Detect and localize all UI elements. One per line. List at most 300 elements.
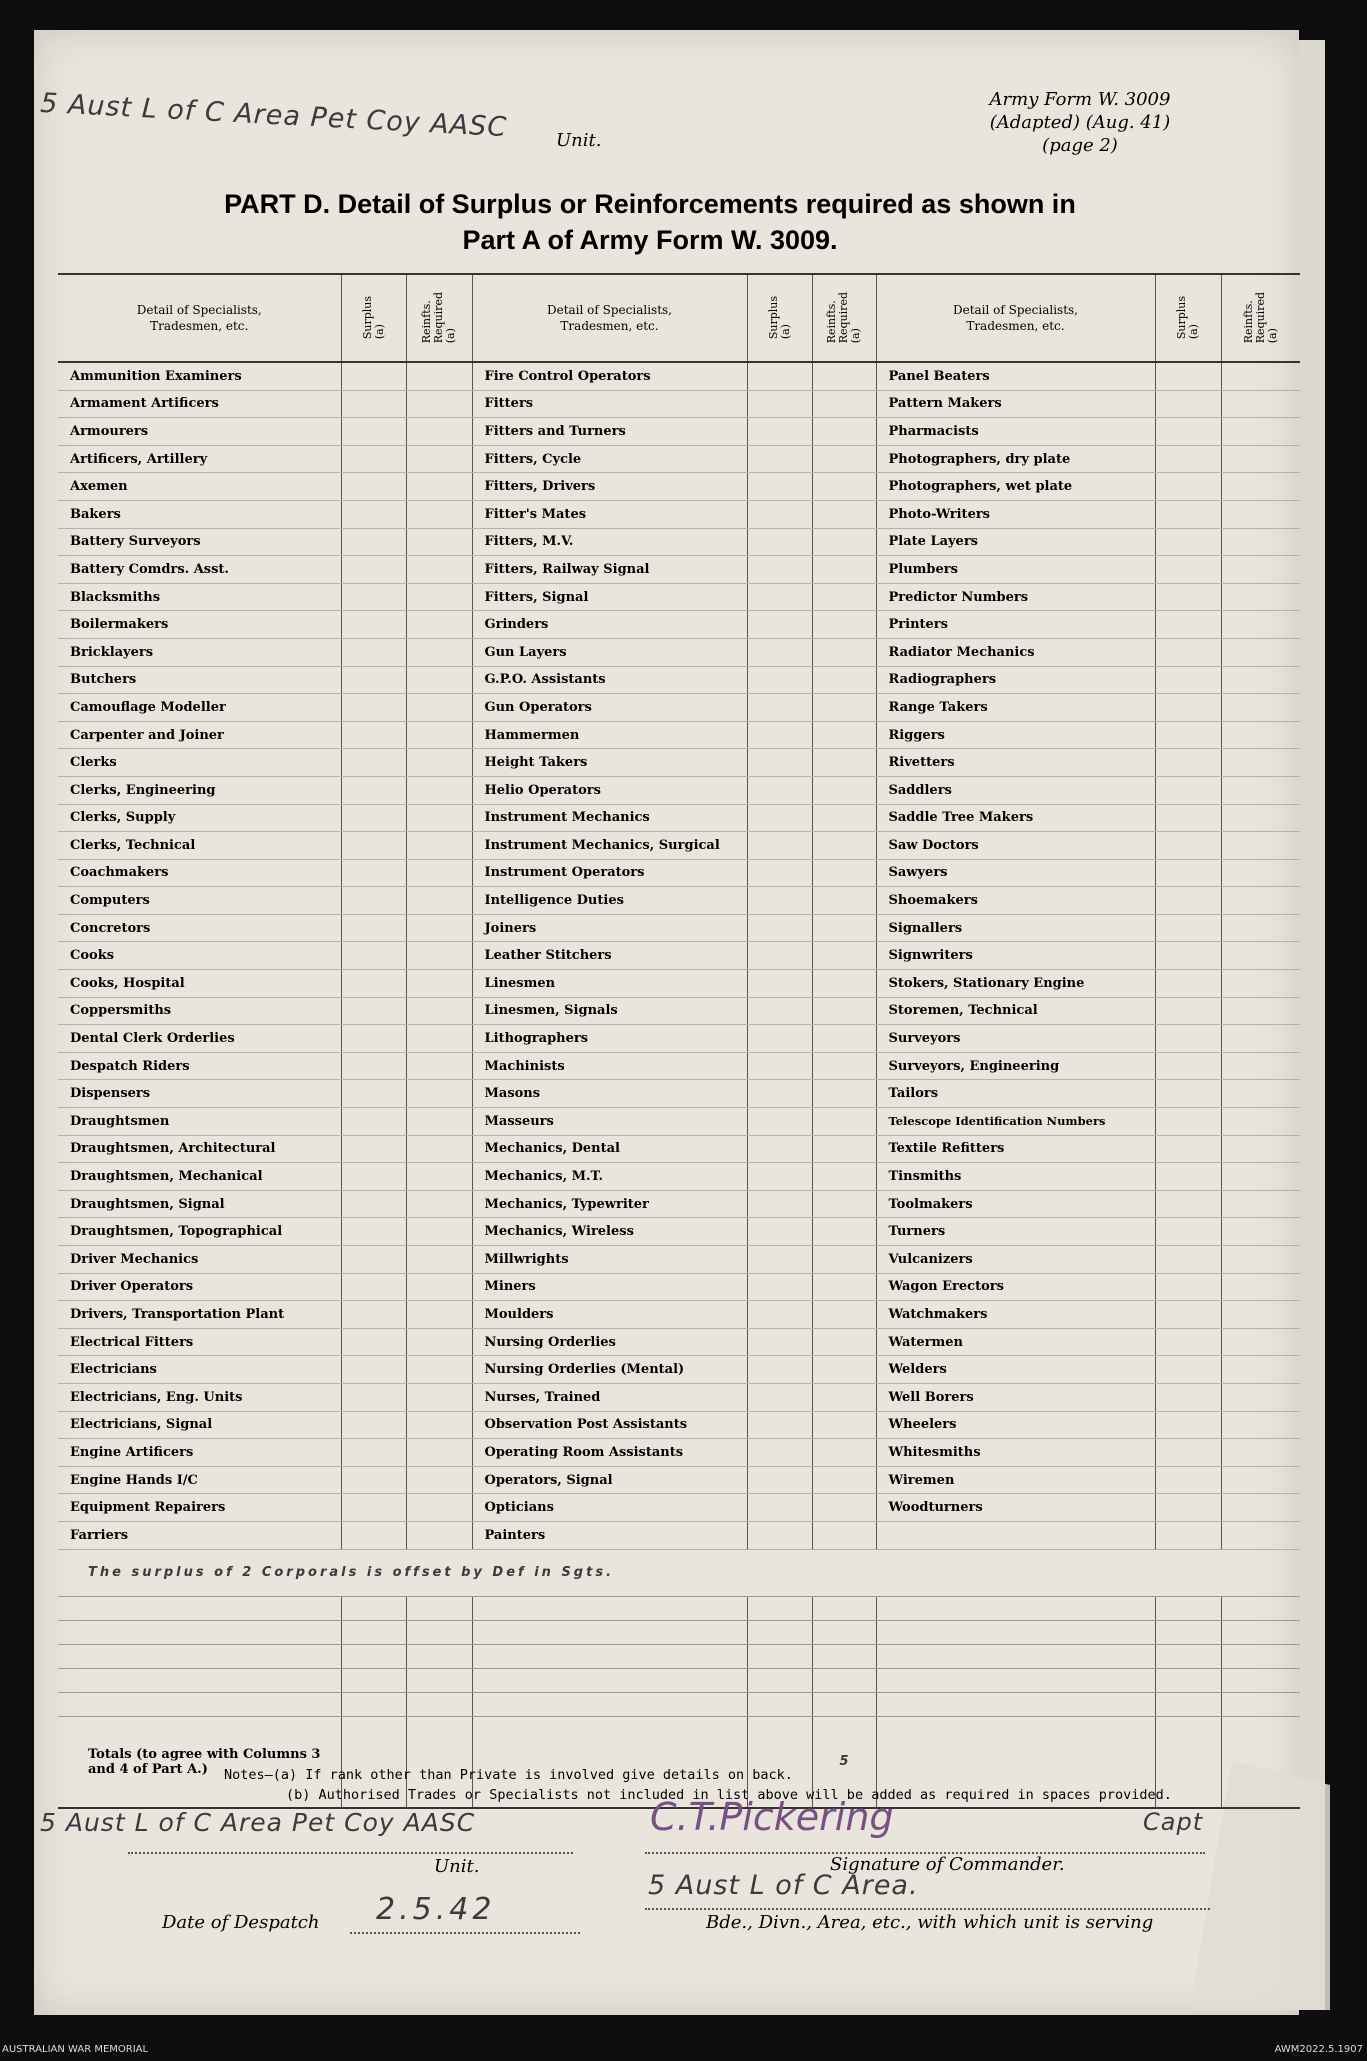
reinfts-cell	[406, 1025, 472, 1053]
table-row	[58, 1218, 1300, 1246]
surplus-cell	[747, 1135, 812, 1163]
surplus-cell	[341, 804, 406, 832]
surplus-cell	[1155, 1328, 1221, 1356]
detail-header: Detail of Specialists, Tradesmen, etc.	[876, 274, 1155, 362]
blank-row	[58, 1620, 1300, 1644]
surplus-cell	[1155, 500, 1221, 528]
reinfts-cell	[812, 1328, 876, 1356]
trade-name: Miners	[472, 1273, 747, 1301]
reinfts-cell	[406, 997, 472, 1025]
surplus-cell	[747, 942, 812, 970]
trade-name: Signwriters	[876, 942, 1155, 970]
blank-row	[58, 1692, 1300, 1716]
trade-name: Wiremen	[876, 1466, 1155, 1494]
trade-name: Coachmakers	[58, 859, 341, 887]
surplus-cell	[1155, 832, 1221, 860]
table-row	[58, 804, 1300, 832]
surplus-cell	[747, 500, 812, 528]
reinfts-cell	[406, 942, 472, 970]
reinfts-cell	[812, 832, 876, 860]
trade-name: Tinsmiths	[876, 1163, 1155, 1191]
trade-name: Axemen	[58, 473, 341, 501]
surplus-cell	[341, 721, 406, 749]
surplus-cell	[1155, 556, 1221, 584]
trade-name: Intelligence Duties	[472, 887, 747, 915]
reinfts-cell	[812, 445, 876, 473]
reinfts-cell	[1221, 942, 1300, 970]
surplus-cell	[341, 583, 406, 611]
reinfts-cell	[406, 1052, 472, 1080]
surplus-cell	[747, 528, 812, 556]
surplus-cell	[747, 1218, 812, 1246]
trade-name: Predictor Numbers	[876, 583, 1155, 611]
surplus-cell	[1155, 638, 1221, 666]
surplus-cell	[1155, 749, 1221, 777]
table-row	[58, 1494, 1300, 1522]
trade-name: Signallers	[876, 914, 1155, 942]
archive-id: AWM2022.5.1907	[1274, 2044, 1363, 2055]
trade-name: Surveyors, Engineering	[876, 1052, 1155, 1080]
surplus-header: Surplus (a)	[747, 274, 812, 362]
surplus-cell	[1155, 776, 1221, 804]
reinfts-cell	[406, 1466, 472, 1494]
reinfts-cell	[1221, 445, 1300, 473]
trade-name: Farriers	[58, 1521, 341, 1549]
reinfts-cell	[1221, 1108, 1300, 1136]
surplus-cell	[747, 1080, 812, 1108]
reinfts-cell	[812, 1052, 876, 1080]
date-dotted-line	[350, 1932, 580, 1934]
surplus-cell	[341, 1218, 406, 1246]
blank-row	[58, 1668, 1300, 1692]
reinfts-cell	[1221, 1025, 1300, 1053]
table-row	[58, 1135, 1300, 1163]
trade-name: Electricians, Signal	[58, 1411, 341, 1439]
trade-name: Sawyers	[876, 859, 1155, 887]
trade-name: Riggers	[876, 721, 1155, 749]
surplus-cell	[341, 1494, 406, 1522]
reinfts-cell	[1221, 418, 1300, 446]
trade-name: Electricians	[58, 1356, 341, 1384]
reinfts-cell	[1221, 1439, 1300, 1467]
trade-name: Armament Artificers	[58, 390, 341, 418]
reinfts-cell	[406, 1356, 472, 1384]
unit-dotted-line	[128, 1852, 573, 1854]
reinfts-cell	[1221, 666, 1300, 694]
reinfts-cell	[812, 804, 876, 832]
surplus-cell	[341, 362, 406, 390]
surplus-cell	[341, 887, 406, 915]
surplus-cell	[341, 1135, 406, 1163]
trade-name: Instrument Mechanics	[472, 804, 747, 832]
trade-name: Wheelers	[876, 1411, 1155, 1439]
table-row	[58, 914, 1300, 942]
surplus-cell	[747, 583, 812, 611]
trade-name: Mechanics, Dental	[472, 1135, 747, 1163]
bde-handwritten: 5 Aust L of C Area.	[648, 1870, 919, 1901]
surplus-cell	[1155, 859, 1221, 887]
trade-name: Draughtsmen, Topographical	[58, 1218, 341, 1246]
surplus-cell	[1155, 473, 1221, 501]
trade-name: Blacksmiths	[58, 583, 341, 611]
table-row	[58, 887, 1300, 915]
reinfts-cell	[812, 1383, 876, 1411]
surplus-cell	[1155, 1135, 1221, 1163]
trade-name: Instrument Operators	[472, 859, 747, 887]
reinfts-cell	[812, 638, 876, 666]
surplus-cell	[341, 1411, 406, 1439]
trade-name: Millwrights	[472, 1246, 747, 1274]
reinfts-cell	[1221, 1080, 1300, 1108]
trade-name: Photographers, wet plate	[876, 473, 1155, 501]
reinfts-cell	[406, 1163, 472, 1191]
surplus-header: Surplus (a)	[1155, 274, 1221, 362]
surplus-cell	[747, 1411, 812, 1439]
trade-name: Draughtsmen, Architectural	[58, 1135, 341, 1163]
trade-name: Drivers, Transportation Plant	[58, 1301, 341, 1329]
bde-label: Bde., Divn., Area, etc., with which unit is serving	[706, 1912, 1154, 1933]
date-value: 2.5.42	[376, 1892, 496, 1927]
trade-name: Woodturners	[876, 1494, 1155, 1522]
reinfts-cell	[812, 749, 876, 777]
reinfts-cell	[812, 556, 876, 584]
reinfts-cell	[1221, 583, 1300, 611]
reinfts-cell	[406, 804, 472, 832]
trade-name: Tailors	[876, 1080, 1155, 1108]
reinfts-cell	[1221, 1190, 1300, 1218]
surplus-cell	[341, 1273, 406, 1301]
table-row	[58, 1163, 1300, 1191]
totals-label: Totals (to agree with Columns 3 and 4 of Part A.)	[58, 1716, 341, 1808]
trade-name: Boilermakers	[58, 611, 341, 639]
commander-signature: C.T.Pickering	[650, 1795, 894, 1839]
surplus-cell	[747, 473, 812, 501]
surplus-cell	[747, 418, 812, 446]
reinfts-cell	[1221, 721, 1300, 749]
date-label: Date of Despatch	[162, 1912, 320, 1933]
trade-name: Electrical Fitters	[58, 1328, 341, 1356]
table-row	[58, 528, 1300, 556]
title-line-1: PART D. Detail of Surplus or Reinforcements required as shown in	[224, 189, 1076, 219]
reinfts-cell	[1221, 1135, 1300, 1163]
trade-name: Observation Post Assistants	[472, 1411, 747, 1439]
table-row	[58, 942, 1300, 970]
trade-name: Carpenter and Joiner	[58, 721, 341, 749]
reinfts-header: Reinfts. Required (a)	[406, 274, 472, 362]
trade-name: Engine Hands I/C	[58, 1466, 341, 1494]
trade-name: Storemen, Technical	[876, 997, 1155, 1025]
surplus-cell	[1155, 1080, 1221, 1108]
reinfts-cell	[1221, 556, 1300, 584]
surplus-cell	[341, 1328, 406, 1356]
surplus-cell	[1155, 362, 1221, 390]
table-row	[58, 1108, 1300, 1136]
trade-name: Fitters, Railway Signal	[472, 556, 747, 584]
trade-name: Concretors	[58, 914, 341, 942]
surplus-cell	[747, 1356, 812, 1384]
table-row	[58, 1521, 1300, 1549]
trade-name: Gun Layers	[472, 638, 747, 666]
reinfts-cell	[1221, 1052, 1300, 1080]
surplus-cell	[747, 1163, 812, 1191]
trade-name: Lithographers	[472, 1025, 747, 1053]
surplus-cell	[747, 776, 812, 804]
reinfts-cell	[406, 666, 472, 694]
table-row	[58, 638, 1300, 666]
trade-name: Despatch Riders	[58, 1052, 341, 1080]
trade-name: Helio Operators	[472, 776, 747, 804]
reinfts-cell	[406, 528, 472, 556]
trade-name: Clerks, Engineering	[58, 776, 341, 804]
surplus-cell	[747, 997, 812, 1025]
reinfts-cell	[1221, 611, 1300, 639]
reinfts-cell	[406, 721, 472, 749]
table-row	[58, 1328, 1300, 1356]
trade-name: Panel Beaters	[876, 362, 1155, 390]
surplus-cell	[747, 1246, 812, 1274]
bde-dotted-line	[645, 1908, 1210, 1910]
reinfts-cell	[406, 445, 472, 473]
trade-name: Wagon Erectors	[876, 1273, 1155, 1301]
surplus-cell	[1155, 804, 1221, 832]
surplus-cell	[747, 1521, 812, 1549]
unit-suffix: Unit.	[556, 130, 602, 151]
trade-name: Nursing Orderlies (Mental)	[472, 1356, 747, 1384]
trade-name: Operating Room Assistants	[472, 1439, 747, 1467]
trade-name: Vulcanizers	[876, 1246, 1155, 1274]
reinfts-cell	[812, 1466, 876, 1494]
reinfts-cell	[1221, 473, 1300, 501]
surplus-cell	[341, 556, 406, 584]
surplus-cell	[1155, 887, 1221, 915]
trade-name: Moulders	[472, 1301, 747, 1329]
trade-name: Saddlers	[876, 776, 1155, 804]
table-row	[58, 666, 1300, 694]
surplus-header: Surplus (a)	[341, 274, 406, 362]
trade-name: Clerks, Supply	[58, 804, 341, 832]
surplus-cell	[1155, 942, 1221, 970]
surplus-cell	[341, 638, 406, 666]
trade-name: Height Takers	[472, 749, 747, 777]
surplus-cell	[747, 749, 812, 777]
commander-rank: Capt	[1143, 1808, 1204, 1836]
table-row	[58, 418, 1300, 446]
surplus-cell	[747, 970, 812, 998]
reinfts-cell	[1221, 638, 1300, 666]
trade-name: Fitters, M.V.	[472, 528, 747, 556]
table-row	[58, 1190, 1300, 1218]
trade-name: Watchmakers	[876, 1301, 1155, 1329]
surplus-cell	[747, 887, 812, 915]
trade-name: Watermen	[876, 1328, 1155, 1356]
surplus-cell	[341, 997, 406, 1025]
trade-name: Telescope Identification Numbers	[876, 1108, 1155, 1136]
reinfts-cell	[406, 1328, 472, 1356]
reinfts-cell	[1221, 1466, 1300, 1494]
detail-header: Detail of Specialists, Tradesmen, etc.	[58, 274, 341, 362]
form-number: Army Form W. 3009	[989, 89, 1171, 110]
surplus-cell	[747, 859, 812, 887]
unit-label: Unit.	[434, 1856, 480, 1877]
surplus-cell	[341, 694, 406, 722]
surplus-cell	[1155, 1494, 1221, 1522]
surplus-cell	[1155, 694, 1221, 722]
footer-unit-handwritten: 5 Aust L of C Area Pet Coy AASC	[40, 1808, 476, 1837]
trade-name: Welders	[876, 1356, 1155, 1384]
trade-name: Nurses, Trained	[472, 1383, 747, 1411]
surplus-cell	[747, 362, 812, 390]
table-row	[58, 1411, 1300, 1439]
form-identifier	[960, 88, 1200, 157]
reinfts-cell	[812, 997, 876, 1025]
surplus-cell	[1155, 1301, 1221, 1329]
trade-name: Painters	[472, 1521, 747, 1549]
surplus-cell	[747, 1052, 812, 1080]
reinfts-cell	[812, 914, 876, 942]
reinfts-cell	[1221, 500, 1300, 528]
table-row	[58, 970, 1300, 998]
reinfts-cell	[406, 1521, 472, 1549]
reinfts-cell	[1221, 1494, 1300, 1522]
reinfts-cell	[406, 1246, 472, 1274]
surplus-cell	[341, 1080, 406, 1108]
reinfts-cell	[812, 1108, 876, 1136]
reinfts-cell	[1221, 1383, 1300, 1411]
trade-name: Coppersmiths	[58, 997, 341, 1025]
reinfts-cell	[406, 362, 472, 390]
surplus-cell	[1155, 997, 1221, 1025]
surplus-cell	[747, 611, 812, 639]
table-row	[58, 1246, 1300, 1274]
trade-name: Fire Control Operators	[472, 362, 747, 390]
trade-name: Saddle Tree Makers	[876, 804, 1155, 832]
reinfts-cell	[812, 887, 876, 915]
surplus-cell	[1155, 1356, 1221, 1384]
trade-name: Fitters, Signal	[472, 583, 747, 611]
table-row	[58, 611, 1300, 639]
surplus-cell	[747, 1273, 812, 1301]
table-row	[58, 1080, 1300, 1108]
trade-name: Mechanics, Wireless	[472, 1218, 747, 1246]
trade-name: Toolmakers	[876, 1190, 1155, 1218]
surplus-cell	[747, 832, 812, 860]
trade-name: Surveyors	[876, 1025, 1155, 1053]
surplus-cell	[747, 1466, 812, 1494]
surplus-cell	[341, 528, 406, 556]
reinfts-cell	[1221, 859, 1300, 887]
trade-name: Fitters and Turners	[472, 418, 747, 446]
reinfts-cell	[812, 1356, 876, 1384]
reinfts-cell	[812, 1246, 876, 1274]
reinfts-cell	[406, 694, 472, 722]
surplus-cell	[747, 1439, 812, 1467]
surplus-cell	[341, 473, 406, 501]
reinfts-cell	[1221, 970, 1300, 998]
trade-name: Printers	[876, 611, 1155, 639]
surplus-cell	[747, 1108, 812, 1136]
surplus-cell	[341, 832, 406, 860]
trade-name: Cooks	[58, 942, 341, 970]
reinfts-cell	[1221, 832, 1300, 860]
reinfts-cell	[1221, 887, 1300, 915]
trade-name: Operators, Signal	[472, 1466, 747, 1494]
reinfts-cell	[406, 859, 472, 887]
surplus-cell	[747, 721, 812, 749]
surplus-cell	[1155, 1163, 1221, 1191]
reinfts-cell	[406, 887, 472, 915]
trade-name: Opticians	[472, 1494, 747, 1522]
trade-name: Plumbers	[876, 556, 1155, 584]
trade-name: Radiographers	[876, 666, 1155, 694]
surplus-cell	[1155, 1052, 1221, 1080]
signature-label: Signature of Commander.	[830, 1854, 1065, 1875]
table-row	[58, 1356, 1300, 1384]
trade-name: Camouflage Modeller	[58, 694, 341, 722]
surplus-cell	[341, 1163, 406, 1191]
reinfts-cell	[1221, 1411, 1300, 1439]
totals-reinfts-value: 5	[812, 1716, 876, 1808]
surplus-cell	[341, 914, 406, 942]
surplus-cell	[1155, 1025, 1221, 1053]
trade-name: Battery Surveyors	[58, 528, 341, 556]
trade-name: Bakers	[58, 500, 341, 528]
title-line-2: Part A of Army Form W. 3009.	[462, 225, 838, 255]
reinfts-header: Reinfts. Required (a)	[1221, 274, 1300, 362]
trade-name: Draughtsmen	[58, 1108, 341, 1136]
table-row	[58, 1273, 1300, 1301]
table-row	[58, 1466, 1300, 1494]
trade-name: Masons	[472, 1080, 747, 1108]
surplus-cell	[747, 1328, 812, 1356]
note-b: (b) Authorised Trades or Specialists not included in list above will be added as required in spaces provided.	[286, 1787, 1172, 1803]
surplus-cell	[1155, 390, 1221, 418]
table-row	[58, 445, 1300, 473]
reinfts-cell	[406, 390, 472, 418]
trade-name: Range Takers	[876, 694, 1155, 722]
reinfts-cell	[812, 611, 876, 639]
surplus-cell	[1155, 611, 1221, 639]
trade-name: Pharmacists	[876, 418, 1155, 446]
surplus-cell	[747, 1190, 812, 1218]
surplus-cell	[747, 804, 812, 832]
trade-name: Photographers, dry plate	[876, 445, 1155, 473]
surplus-cell	[1155, 583, 1221, 611]
reinfts-cell	[812, 1494, 876, 1522]
trade-name: Electricians, Eng. Units	[58, 1383, 341, 1411]
trade-name: Radiator Mechanics	[876, 638, 1155, 666]
surplus-cell	[1155, 1466, 1221, 1494]
reinfts-cell	[1221, 776, 1300, 804]
surplus-cell	[341, 749, 406, 777]
reinfts-cell	[812, 418, 876, 446]
reinfts-cell	[406, 1411, 472, 1439]
reinfts-cell	[1221, 1218, 1300, 1246]
surplus-cell	[1155, 418, 1221, 446]
reinfts-cell	[812, 500, 876, 528]
reinfts-cell	[812, 390, 876, 418]
surplus-cell	[747, 445, 812, 473]
surplus-cell	[1155, 1246, 1221, 1274]
reinfts-cell	[1221, 804, 1300, 832]
trade-name: Shoemakers	[876, 887, 1155, 915]
surplus-cell	[341, 1190, 406, 1218]
surplus-cell	[341, 1108, 406, 1136]
reinfts-cell	[406, 1218, 472, 1246]
trade-name: Driver Mechanics	[58, 1246, 341, 1274]
surplus-cell	[341, 970, 406, 998]
surplus-cell	[1155, 528, 1221, 556]
reinfts-cell	[812, 666, 876, 694]
